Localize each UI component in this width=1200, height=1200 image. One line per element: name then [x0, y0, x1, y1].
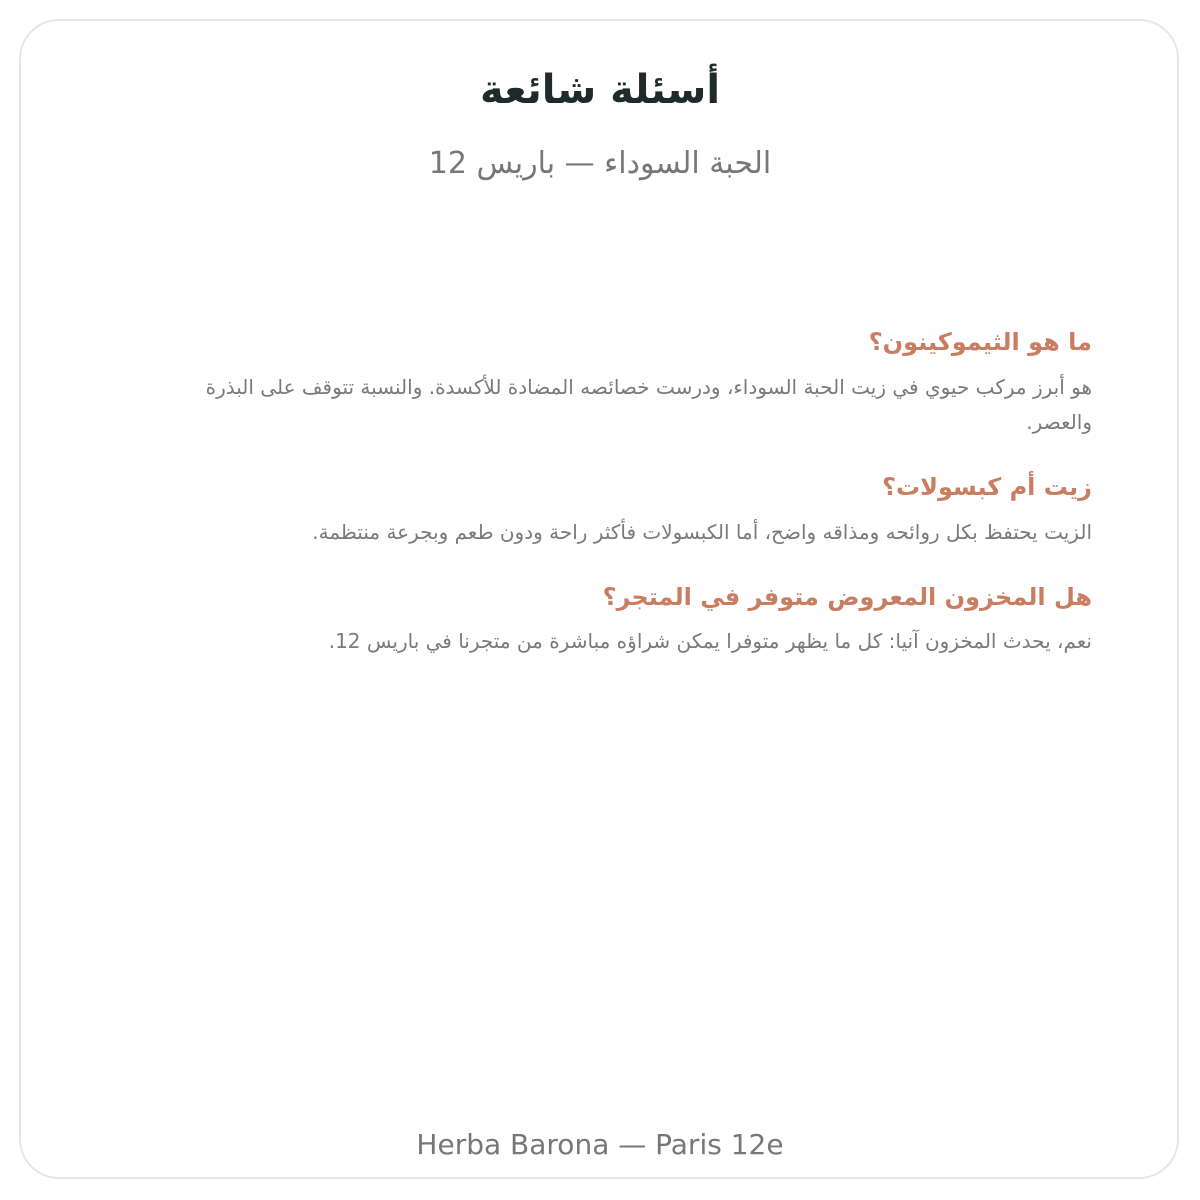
faq-question: ما هو الثيموكينون؟	[868, 328, 1092, 356]
faq-item	[137, 470, 1092, 550]
faq-answer: نعم، يحدث المخزون آنيا: كل ما يظهر متوفرا يمكن شراؤه مباشرة من متجرنا في باريس 12.	[328, 629, 1092, 654]
faq-answer: الزيت يحتفظ بكل روائحه ومذاقه واضح، أما الكبسولات فأكثر راحة ودون طعم وبجرعة منتظمة.	[312, 519, 1092, 544]
page-subtitle: الحبة السوداء — باريس 12	[428, 146, 772, 181]
faq-question: هل المخزون المعروض متوفر في المتجر؟	[602, 582, 1092, 611]
faq-item	[137, 325, 1092, 440]
faq-question: زيت أم كبسولات؟	[882, 472, 1092, 501]
page-title: أسئلة شائعة	[479, 67, 721, 113]
faq-answer: هو أبرز مركب حيوي في زيت الحبة السوداء، ودرست خصائصه المضادة للأكسدة. والنسبة تتوقف على البذرة والعصر.	[205, 374, 1092, 434]
footer-text: Herba Barona — Paris 12e	[416, 1128, 784, 1161]
faq-list	[137, 325, 1092, 689]
faq-item	[137, 580, 1092, 660]
